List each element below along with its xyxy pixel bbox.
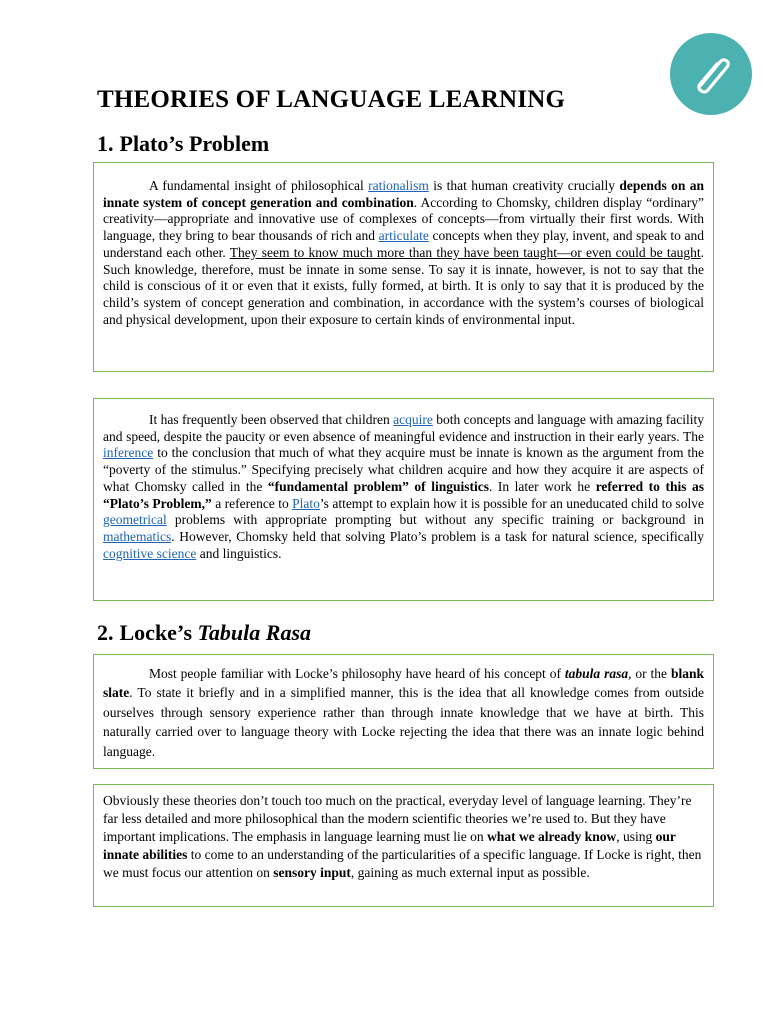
page-title: THEORIES OF LANGUAGE LEARNING	[97, 86, 566, 113]
bold-phrase: depends on an innate system of concept generation and combination	[103, 178, 704, 210]
section-heading-lockes-tabula-rasa	[97, 620, 311, 646]
bold-phrase: referred to this as “Plato’s Problem,”	[103, 478, 704, 511]
section-heading-text: Plato’s Problem	[119, 131, 270, 156]
section-heading-italic: Tabula Rasa	[197, 620, 312, 645]
platos-problem-box-1	[93, 162, 714, 372]
bold-italic-phrase: tabula rasa	[564, 666, 629, 681]
platos-problem-box-2	[93, 398, 714, 601]
paragraph: It has frequently been observed that children acquire both concepts and language with amazing facility and speed, despite the paucity or even absence of meaningful evidence and instruction in their early years. The inference to the conclusion that much of what they acquire must be innate is known as the argument from the “poverty of the stimulus.” Specifying precisely what children acquire and how they acquire it are aspects of what Chomsky called in the “fundamental problem” of linguistics. In later work he referred to this as “Plato’s Problem,” a reference to Plato’s attempt to explain how it is possible for an uneducated child to solve geometrical problems with appropriate prompting but without any specific training or background in mathematics. However, Chomsky held that solving Plato’s problem is a task for natural science, specifically cognitive science and linguistics.	[103, 412, 704, 561]
bold-phrase: blank slate	[103, 666, 704, 701]
bold-phrase: “fundamental problem” of linguistics	[267, 478, 489, 494]
link-plato[interactable]: Plato	[292, 495, 320, 511]
lockes-tabula-rasa-box-1	[93, 654, 714, 769]
section-number: 2.	[97, 620, 114, 645]
paragraph: Most people familiar with Locke’s philosophy have heard of his concept of tabula rasa, or the blank slate. To state it briefly and in a simplified manner, this is the idea that all knowledge comes from outside ourselves through sensory experience rather than through innate knowledge that we have at birth. This naturally carried over to language theory with Locke rejecting the idea that there was an innate logic behind language.	[103, 666, 704, 759]
link-cognitive-science[interactable]: cognitive science	[103, 545, 197, 561]
link-acquire[interactable]: acquire	[393, 412, 433, 427]
link-geometrical[interactable]: geometrical	[103, 512, 167, 528]
bold-phrase: what we already know	[487, 829, 617, 844]
link-mathematics[interactable]: mathematics	[103, 528, 172, 544]
paragraph: Obviously these theories don’t touch too much on the practical, everyday level of language learning. They’re far less detailed and more philosophical than the modern scientific theories we’re used to. But they have important implications. The emphasis in language learning must lie on what we already know, using our innate abilities to come to an understanding of the particularities of a specific language. If Locke is right, then we must focus our attention on sensory input, gaining as much external input as possible.	[103, 793, 702, 880]
section-heading-text: Locke’s	[119, 620, 198, 645]
paperclip-badge	[670, 33, 752, 115]
link-articulate[interactable]: articulate	[378, 228, 429, 244]
lockes-tabula-rasa-box-2	[93, 784, 714, 907]
section-number: 1.	[97, 131, 114, 156]
paragraph: A fundamental insight of philosophical rationalism is that human creativity crucially depends on an innate system of concept generation and combination. According to Chomsky, children display “ordinary” creativity—appropriate and innovative use of complexes of concepts—from virtually their first words. With language, they bring to bear thousands of rich and articulate concepts when they play, invent, and speak to and understand each other. They seem to know much more than they have been taught—or even could be taught. Such knowledge, therefore, must be innate in some sense. To say it is innate, however, is not to say that the child is conscious of it or even that it exists, fully formed, at birth. It is only to say that it is produced by the child’s system of concept generation and combination, in accordance with the system’s courses of biological and physical development, upon their exposure to certain kinds of environmental input.	[103, 178, 704, 327]
bold-phrase: our innate abilities	[103, 829, 676, 862]
section-heading-platos-problem	[97, 131, 269, 157]
paperclip-icon	[682, 45, 740, 103]
link-rationalism[interactable]: rationalism	[368, 178, 429, 193]
link-inference[interactable]: inference	[103, 445, 154, 461]
bold-phrase: sensory input	[273, 865, 351, 880]
underlined-phrase: They seem to know much more than they have been taught—or even could be taught	[229, 244, 701, 260]
